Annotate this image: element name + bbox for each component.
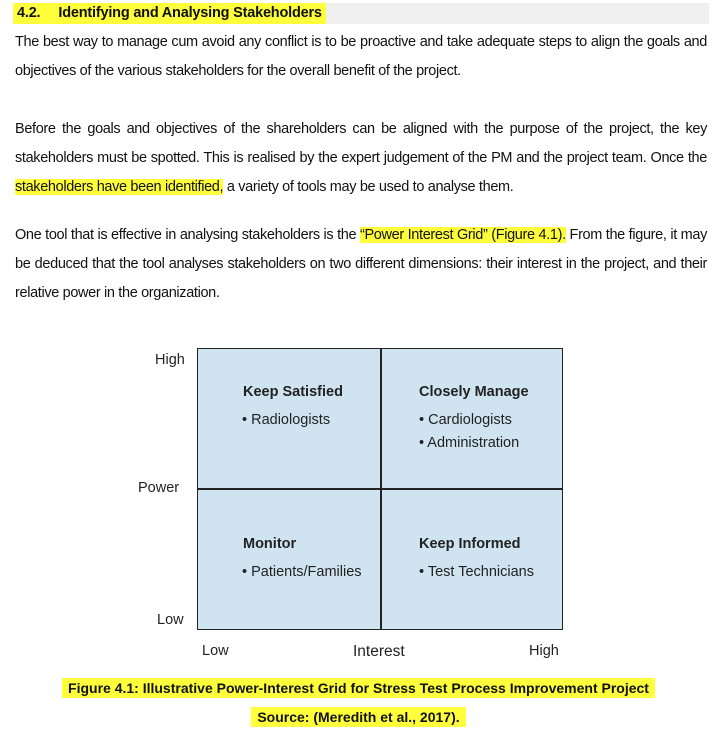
paragraph-2 <box>15 115 707 202</box>
section-heading <box>13 3 326 24</box>
x-axis-high-label: High <box>529 643 559 659</box>
keep-informed-title: Keep Informed <box>419 536 521 552</box>
keep-informed-item: • Test Technicians <box>419 564 534 580</box>
section-number: 4.2. <box>17 5 41 21</box>
paragraph-1-line-2: objectives of the various stakeholders for the overall benefit of the project. <box>15 63 461 79</box>
source-caption <box>0 709 717 725</box>
figure-caption <box>0 680 717 696</box>
paragraph-3 <box>15 221 707 308</box>
closely-manage-title: Closely Manage <box>419 384 529 400</box>
y-axis-high-label: High <box>155 352 185 368</box>
monitor-item: • Patients/Families <box>242 564 362 580</box>
paragraph-2-line-3 <box>15 173 707 202</box>
paragraph-1 <box>15 28 707 86</box>
x-axis-title: Interest <box>353 643 405 660</box>
source-caption-text: Source: (Meredith et al., 2017). <box>251 707 465 727</box>
paragraph-2-line-1: Before the goals and objectives of the shareholders can be aligned with the purpose of the project, the key <box>15 121 707 137</box>
closely-manage-item-1: • Cardiologists <box>419 412 512 428</box>
figure-caption-text: Figure 4.1: Illustrative Power-Interest Grid for Stress Test Process Improvement Project <box>62 678 655 698</box>
x-axis-low-label: Low <box>202 643 229 659</box>
monitor-title: Monitor <box>243 536 297 552</box>
grid-horizontal-divider <box>197 488 563 490</box>
paragraph-3-line-2: be deduced that the tool analyses stakeholders on two different dimensions: their interest in the project, and their <box>15 256 707 272</box>
keep-satisfied-item: • Radiologists <box>242 412 331 428</box>
y-axis-title: Power <box>138 480 180 496</box>
highlighted-text: stakeholders have been identified, <box>15 179 224 195</box>
paragraph-1-line-1: The best way to manage cum avoid any conflict is to be proactive and take adequate steps to align the goals and <box>15 34 707 50</box>
paragraph-3-line-1 <box>15 221 707 250</box>
closely-manage-item-2: • Administration <box>419 435 520 451</box>
paragraph-2-line-3-rest: a variety of tools may be used to analyse them. <box>223 179 514 195</box>
keep-satisfied-title: Keep Satisfied <box>243 384 343 400</box>
paragraph-3-line-3: relative power in the organization. <box>15 285 220 301</box>
paragraph-3-line-1-start: One tool that is effective in analysing stakeholders is the <box>15 227 360 243</box>
paragraph-2-line-2: stakeholders must be spotted. This is realised by the expert judgement of the PM and the project team. Once the <box>15 150 707 166</box>
power-interest-grid <box>0 330 717 670</box>
section-title: Identifying and Analysing Stakeholders <box>58 5 322 21</box>
figure-reference-highlight: “Power Interest Grid” (Figure 4.1). <box>360 227 566 243</box>
y-axis-low-label: Low <box>157 612 184 628</box>
paragraph-3-line-1-end: From the figure, it may <box>565 227 708 243</box>
